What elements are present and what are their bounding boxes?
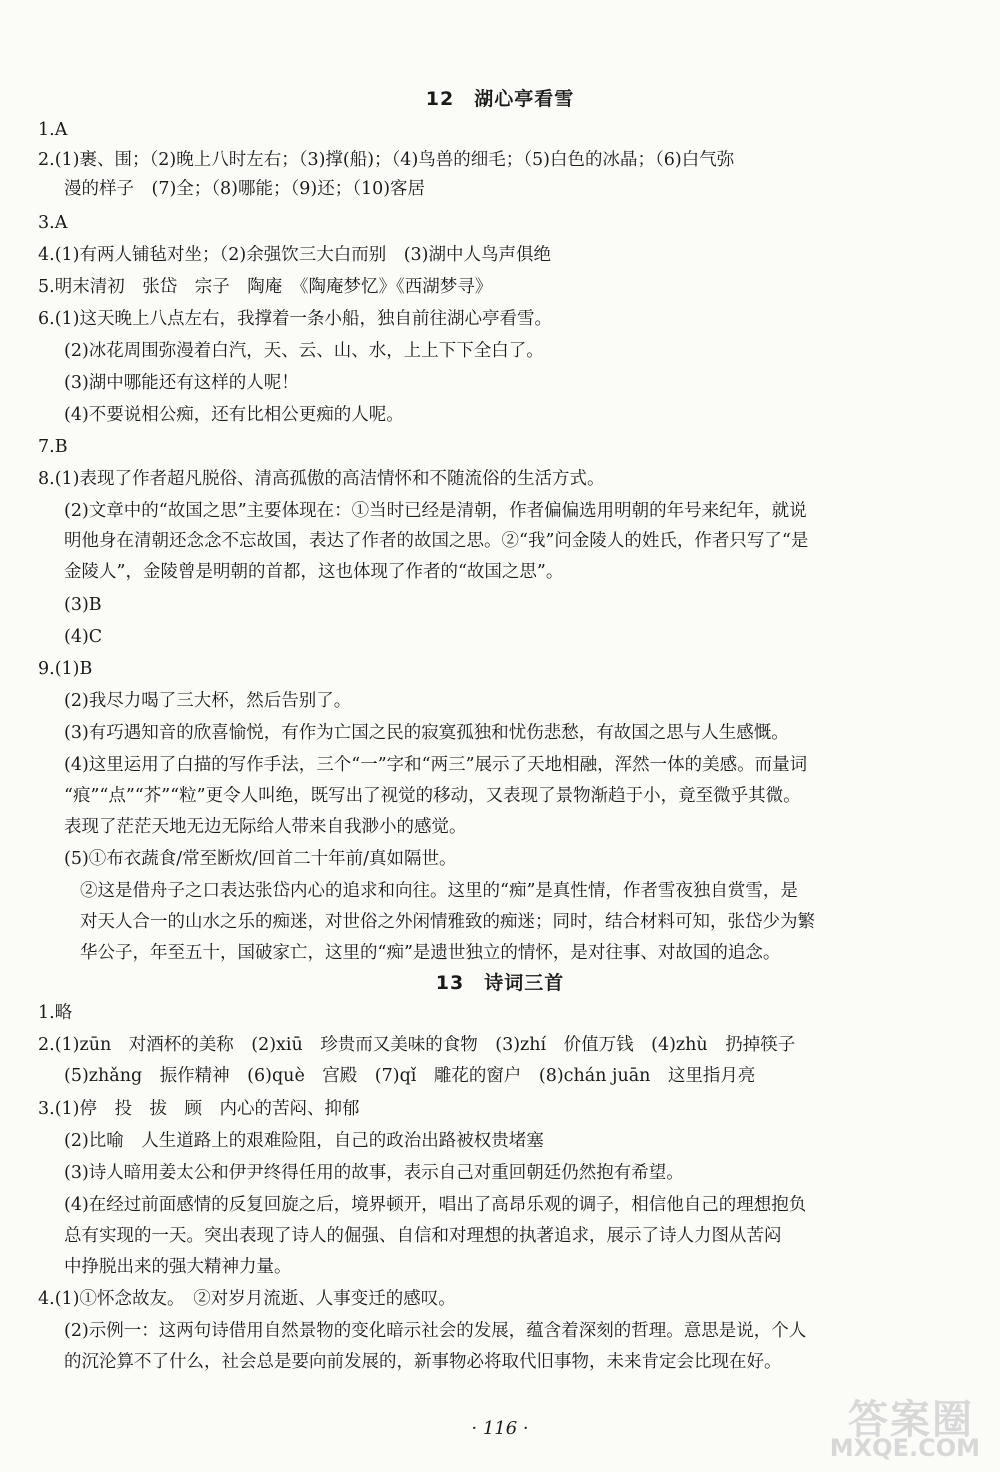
answer-line: 金陵人”，金陵曾是明朝的首都，这也体现了作者的“故国之思”。 xyxy=(64,562,564,582)
answer-line: (4)这里运用了白描的写作手法，三个“一”字和“两三”展示了天地相融，浑然一体的美感。而量词 xyxy=(64,755,808,775)
answer-line: 6.(1)这天晚上八点左右，我撑着一条小船，独自前往湖心亭看雪。 xyxy=(38,309,552,329)
answer-line: 9.(1)B xyxy=(38,659,93,679)
answer-line: 1.略 xyxy=(38,1003,73,1023)
answer-line: 对天人合一的山水之乐的痴迷，对世俗之外闲情雅致的痴迷；同时，结合材料可知，张岱少为繁 xyxy=(80,912,815,932)
answer-line: (4)C xyxy=(64,627,103,647)
answer-line: 5.明末清初 张岱 宗子 陶庵 《陶庵梦忆》《西湖梦寻》 xyxy=(38,277,493,297)
answer-line: (5)①布衣蔬食/常至断炊/回首二十年前/真如隔世。 xyxy=(64,849,457,869)
page-number: · 116 · xyxy=(471,1418,529,1439)
answer-line: (5)zhǎng 振作精神 (6)què 宫殿 (7)qǐ 雕花的窗户 (8)chán juān 这里指月亮 xyxy=(64,1066,756,1086)
answer-line: “痕”“点”“芥”“粒”更令人叫绝，既写出了视觉的移动，又表现了景物渐趋于小，竟至微乎其微。 xyxy=(64,786,801,806)
answer-line: 总有实现的一天。突出表现了诗人的倔强、自信和对理想的执著追求，展示了诗人力图从苦闷 xyxy=(64,1226,782,1246)
answer-line: 4.(1)有两人铺毡对坐；（2)余强饮三大白而别 (3)湖中人鸟声俱绝 xyxy=(38,245,551,265)
answer-line: (2)冰花周围弥漫着白汽，天、云、山、水，上上下下全白了。 xyxy=(64,341,544,361)
answer-line: 明他身在清朝还念念不忘故国，表达了作者的故国之思。②“我”问金陵人的姓氏，作者只写了“是 xyxy=(64,531,809,551)
answer-line: (3)有巧遇知音的欣喜愉悦，有作为亡国之民的寂寞孤独和忧伤悲愁，有故国之思与人生感慨。 xyxy=(64,723,789,743)
answer-line: 表现了茫茫天地无边无际给人带来自我渺小的感觉。 xyxy=(64,817,467,837)
answer-line: (3)湖中哪能还有这样的人呢！ xyxy=(64,373,299,393)
answer-line: 2.(1)zūn 对酒杯的美称 (2)xiū 珍贵而又美味的食物 (3)zhí 价值万钱 (4)zhù 扔掉筷子 xyxy=(38,1035,796,1055)
answer-line: (3)诗人暗用姜太公和伊尹终得任用的故事，表示自己对重回朝廷仍然抱有希望。 xyxy=(64,1163,684,1183)
answer-line: 7.B xyxy=(38,437,68,457)
answer-line: 2.(1)裹、围；（2)晚上八时左右；（3)撑(船)；（4)鸟兽的细毛；（5)白色的冰晶；（6)白气弥 xyxy=(38,150,735,170)
answer-line: 3.(1)停 投 拔 顾 内心的苦闷、抑郁 xyxy=(38,1099,360,1119)
answer-line: ②这是借舟子之口表达张岱内心的追求和向往。这里的“痴”是真性情，作者雪夜独自赏雪，是 xyxy=(80,881,798,901)
answer-line: 1.A xyxy=(38,120,68,140)
answer-line: (4)在经过前面感情的反复回旋之后，境界顿开，唱出了高昂乐观的调子，相信他自己的理想抱负 xyxy=(64,1195,807,1215)
answer-line: 漫的样子 (7)全；（8)哪能；（9)还；（10)客居 xyxy=(64,179,426,199)
answer-line: 4.(1)①怀念故友。 ②对岁月流逝、人事变迁的感叹。 xyxy=(38,1289,456,1309)
answer-line: (2)文章中的“故国之思”主要体现在：①当时已经是清朝，作者偏偏选用明朝的年号来纪年，就说 xyxy=(64,501,807,521)
answer-line: (3)B xyxy=(64,595,102,615)
watermark-logo xyxy=(760,1384,990,1464)
answer-line: 的沉沦算不了什么，社会总是要向前发展的，新事物必将取代旧事物，未来肯定会比现在好。 xyxy=(64,1352,782,1372)
answer-line: 3.A xyxy=(38,213,68,233)
answer-line: 8.(1)表现了作者超凡脱俗、清高孤傲的高洁情怀和不随流俗的生活方式。 xyxy=(38,469,605,489)
watermark-title: 答案圈 xyxy=(848,1397,974,1443)
answer-line: 中挣脱出来的强大精神力量。 xyxy=(64,1257,292,1277)
answer-line: (2)示例一：这两句诗借用自然景物的变化暗示社会的发展，蕴含着深刻的哲理。意思是说，个人 xyxy=(64,1321,807,1341)
section-12-title: 12 湖心亭看雪 xyxy=(425,88,575,110)
watermark-url: MXQE.COM xyxy=(829,1434,980,1462)
answer-line: (2)比喻 人生道路上的艰难险阻，自己的政治出路被权贵堵塞 xyxy=(64,1131,544,1151)
section-13-title: 13 诗词三首 xyxy=(435,972,565,994)
answer-line: 华公子，年至五十，国破家亡，这里的“痴”是遗世独立的情怀，是对往事、对故国的追念。 xyxy=(80,943,781,963)
answer-line: (4)不要说相公痴，还有比相公更痴的人呢。 xyxy=(64,405,404,425)
answer-line: (2)我尽力喝了三大杯，然后告别了。 xyxy=(64,691,352,711)
